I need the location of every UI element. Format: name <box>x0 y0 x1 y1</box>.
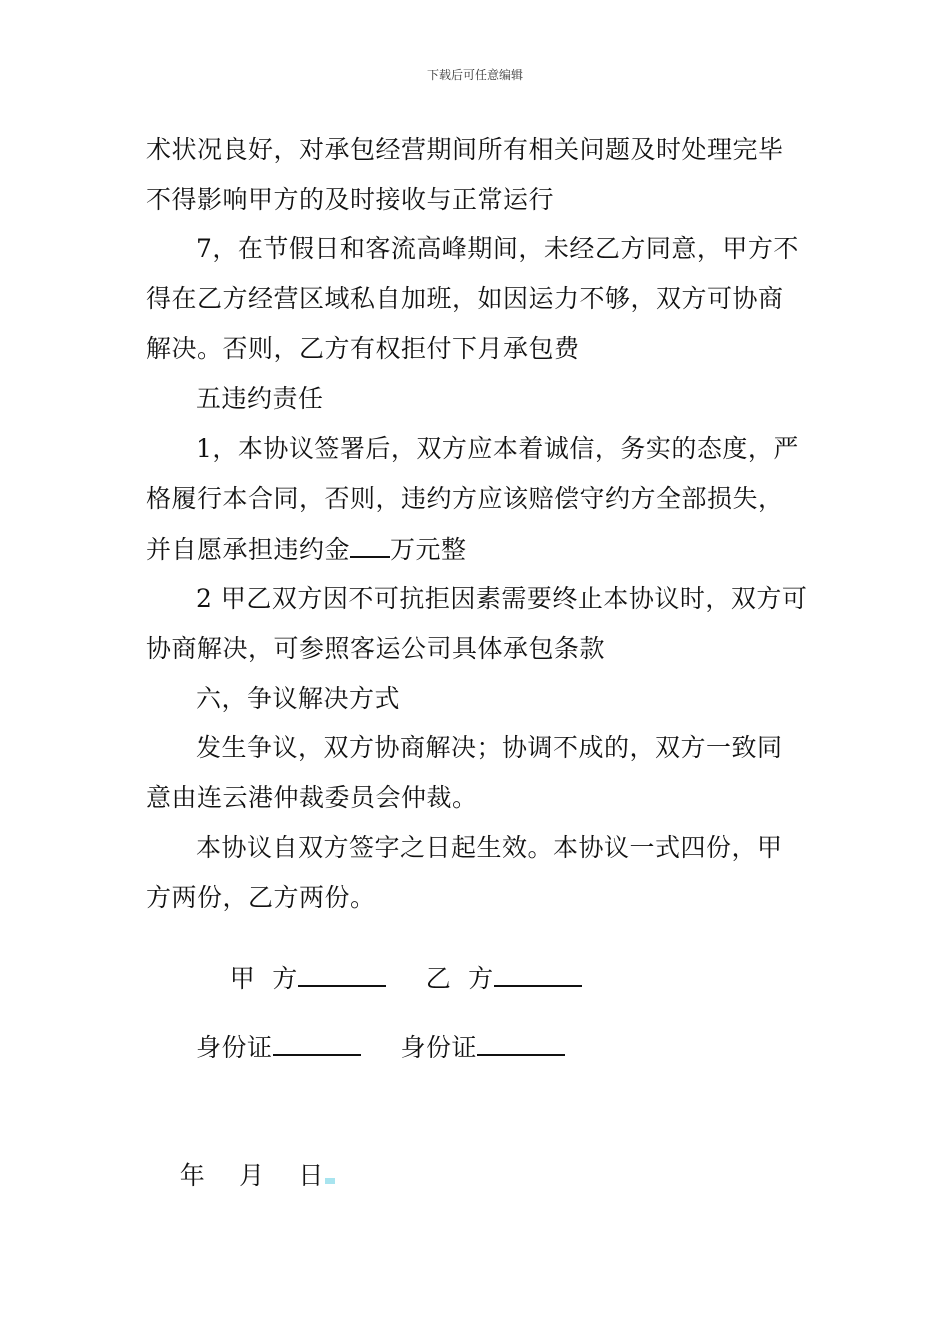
party-signature-line <box>196 933 582 1024</box>
id-b-blank[interactable] <box>477 1032 565 1056</box>
date-line <box>146 1131 335 1221</box>
text-line: 得在乙方经营区域私自加班，如因运力不够，双方可协商 <box>146 284 784 313</box>
id-b-label: 身份证 <box>400 1033 478 1062</box>
text-line: 不得影响甲方的及时接收与正常运行 <box>146 185 555 214</box>
section-heading: 五违约责任 <box>196 384 324 413</box>
page-header: 下载后可任意编辑 <box>426 68 523 82</box>
penalty-prefix: 并自愿承担违约金 <box>146 535 351 564</box>
text-line: 方两份，乙方两份。 <box>146 883 376 912</box>
party-b-blank[interactable] <box>494 963 582 987</box>
text-line: 解决。否则，乙方有权拒付下月承包费 <box>146 334 580 363</box>
section-heading: 六，争议解决方式 <box>196 684 401 713</box>
text-line: 术状况良好，对承包经营期间所有相关问题及时处理完毕 <box>146 135 784 164</box>
text-line: 本协议自双方签字之日起生效。本协议一式四份，甲 <box>196 833 783 862</box>
penalty-amount-blank[interactable] <box>350 534 390 558</box>
id-a-label: 身份证 <box>196 1033 273 1062</box>
text-line: 格履行本合同，否则，违约方应该赔偿守约方全部损失， <box>146 484 784 513</box>
text-line: 意由连云港仲裁委员会仲裁。 <box>146 783 478 812</box>
penalty-suffix: 万元整 <box>390 535 467 564</box>
text-cursor <box>325 1178 335 1184</box>
penalty-line <box>146 534 467 565</box>
text-line: 发生争议，双方协商解决；协调不成的，双方一致同 <box>196 733 783 762</box>
party-a-blank[interactable] <box>298 963 386 987</box>
text-line: 7，在节假日和客流高峰期间，未经乙方同意，甲方不 <box>196 234 799 263</box>
id-a-blank[interactable] <box>273 1032 361 1056</box>
text-line: 1，本协议签署后，双方应本着诚信，务实的态度，严 <box>196 434 799 463</box>
party-b-label: 乙 方 <box>425 964 494 993</box>
party-a-label: 甲 方 <box>229 964 298 993</box>
id-signature-line <box>196 1032 565 1063</box>
text-line: 2 甲乙双方因不可抗拒因素需要终止本协议时，双方可 <box>196 584 808 613</box>
date-label: 年 月 日 <box>179 1161 324 1190</box>
text-line: 协商解决，可参照客运公司具体承包条款 <box>146 634 606 663</box>
